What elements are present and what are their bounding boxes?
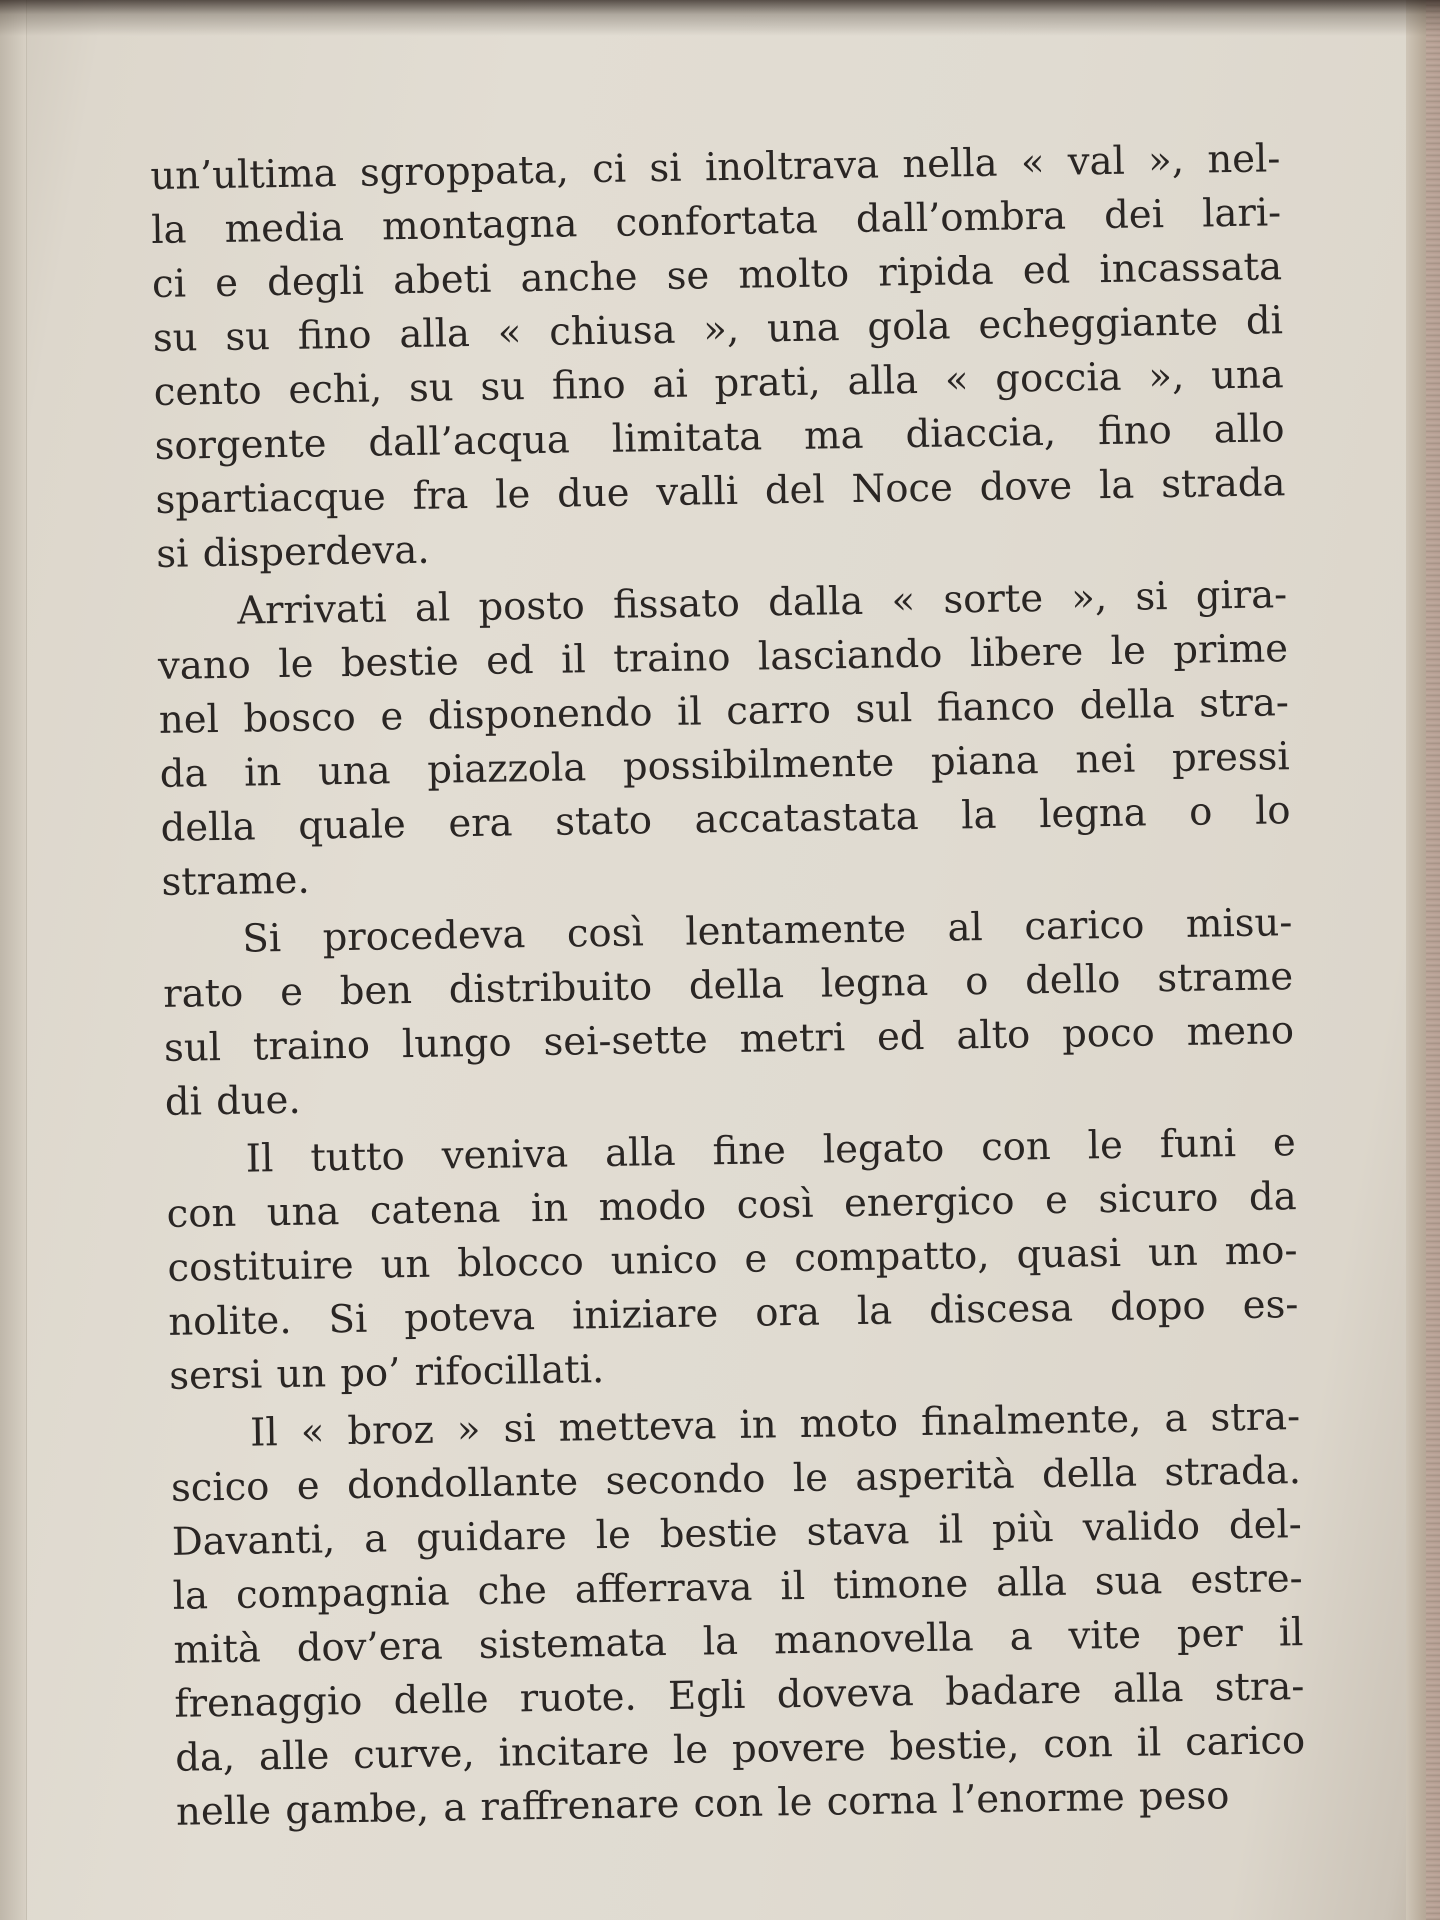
- page-edge: [1406, 0, 1440, 1920]
- text-line: mità dov’era sistemata la manovella a vite per il: [173, 1610, 1304, 1673]
- text-line: sul traino lungo sei-sette metri ed alto poco meno: [163, 1008, 1295, 1071]
- text-line: strame.: [161, 857, 310, 905]
- text-line: frenaggio delle ruote. Egli doveva badare alla stra-: [174, 1664, 1305, 1727]
- page-stack-edge: [1426, 0, 1440, 1920]
- top-shadow: [0, 0, 1440, 36]
- text-line: cento echi, su su fino ai prati, alla « goccia », una: [153, 352, 1285, 415]
- text-line: da, alle curve, incitare le povere bestie, con il carico: [174, 1718, 1306, 1781]
- text-line: su su fino alla « chiusa », una gola echeggiante di: [152, 298, 1284, 361]
- paragraph-4: [165, 1116, 1299, 1404]
- text-line: di due.: [164, 1077, 301, 1125]
- text-line: scico e dondollante secondo le asperità della strada.: [170, 1448, 1302, 1511]
- paragraph-2: [157, 568, 1292, 910]
- text-line: della quale era stato accatastata la legna o lo: [160, 788, 1291, 851]
- text-line: spartiacque fra le due valli del Noce dove la strada: [155, 460, 1286, 523]
- text-line: Il « broz » si metteva in moto finalmente, a stra-: [249, 1394, 1301, 1456]
- text-line: vano le bestie ed il traino lasciando libere le prime: [157, 626, 1289, 689]
- text-line: la compagnia che afferrava il timone alla sua estre-: [172, 1556, 1303, 1619]
- text-line: Il tutto veniva alla fine legato con le funi e: [245, 1120, 1297, 1182]
- text-line: nelle gambe, a raffrenare con le corna l’enorme peso: [175, 1773, 1230, 1835]
- paragraph-1: [150, 132, 1287, 582]
- text-line: si disperdeva.: [156, 527, 430, 577]
- text-line: la media montagna confortata dall’ombra dei lari-: [150, 190, 1282, 253]
- text-line: nel bosco e disponendo il carro sul fianco della stra-: [158, 680, 1290, 743]
- text-line: costituire un blocco unico e compatto, quasi un mo-: [167, 1228, 1298, 1291]
- text-line: sersi un po’ rifocillati.: [168, 1347, 605, 1399]
- text-line: nolite. Si poteva iniziare ora la discesa dopo es-: [168, 1282, 1299, 1345]
- text-line: con una catena in modo così energico e sicuro da: [166, 1174, 1297, 1237]
- paragraph-5: [170, 1390, 1307, 1840]
- text-line: un’ultima sgroppata, ci si inoltrava nella « val », nel-: [150, 136, 1281, 199]
- text-line: rato e ben distribuito della legna o dello strame: [162, 954, 1294, 1017]
- page-gutter: [0, 0, 27, 1920]
- text-line: Si procedeva così lentamente al carico misu-: [242, 900, 1293, 962]
- text-line: ci e degli abeti anche se molto ripida ed incassata: [151, 244, 1283, 307]
- text-line: sorgente dall’acqua limitata ma diaccia, fino allo: [154, 406, 1285, 469]
- body-text: [150, 132, 1306, 1840]
- paragraph-3: [162, 896, 1295, 1130]
- text-line: da in una piazzola possibilmente piana nei pressi: [159, 734, 1291, 797]
- text-line: Arrivati al posto fissato dalla « sorte », si gira-: [236, 572, 1288, 634]
- text-line: Davanti, a guidare le bestie stava il più valido del-: [171, 1502, 1303, 1565]
